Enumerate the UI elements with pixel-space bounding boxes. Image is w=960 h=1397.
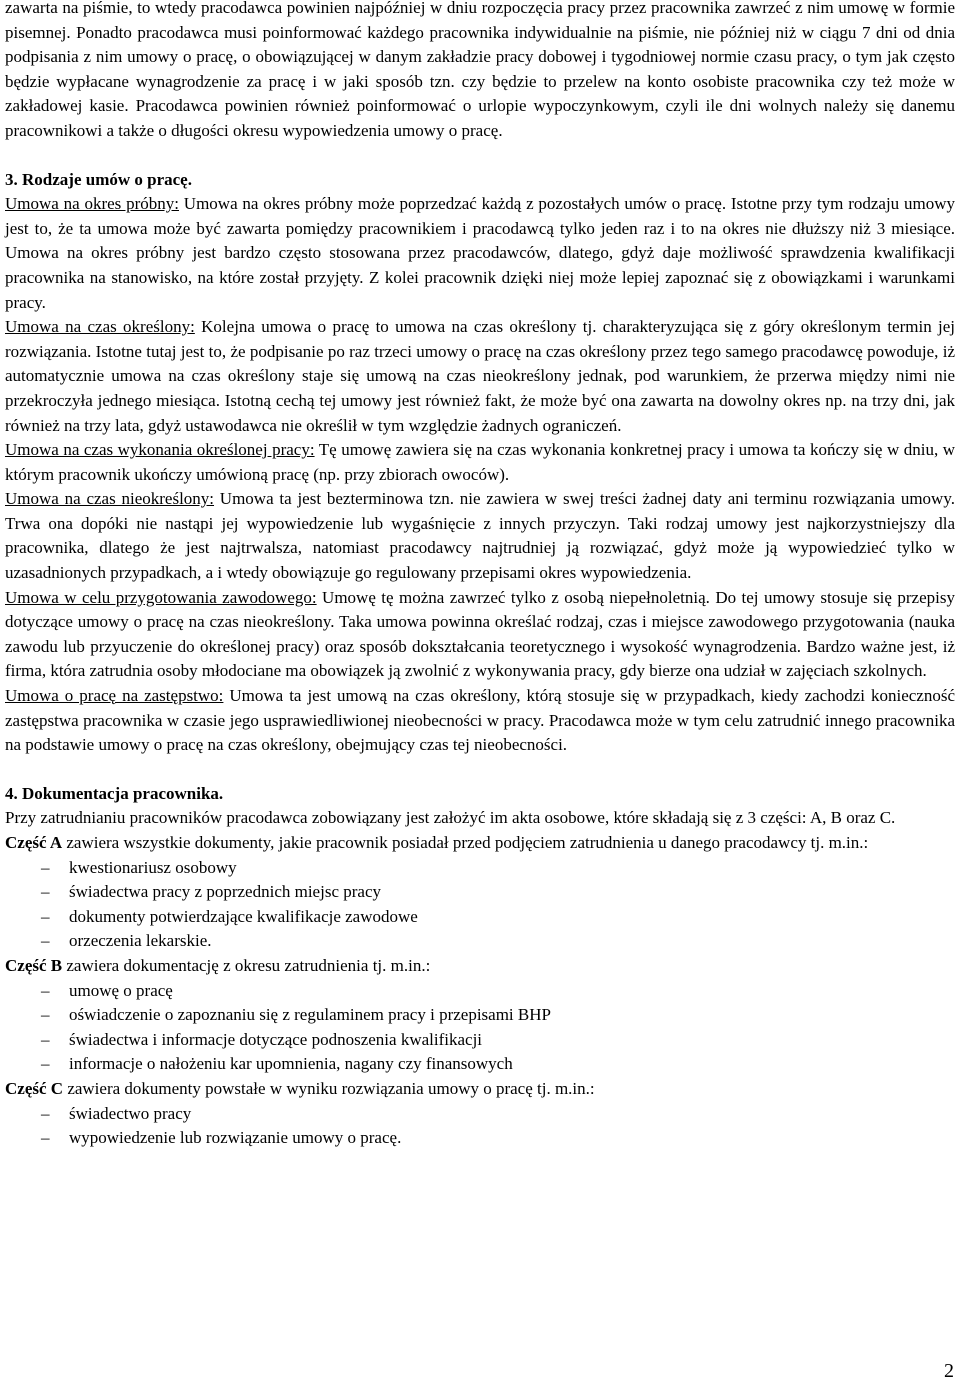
contract-vocational <box>5 586 955 684</box>
list-item: – świadectwa i informacje dotyczące podnoszenia kwalifikacji <box>5 1028 955 1053</box>
part-a-paragraph <box>5 831 955 856</box>
dash-bullet: – <box>41 1005 50 1025</box>
contract-indefinite <box>5 487 955 585</box>
contract-term: Umowa na czas określony: <box>5 317 195 337</box>
list-item: – świadectwa pracy z poprzednich miejsc pracy <box>5 880 955 905</box>
contract-specific-work <box>5 438 955 487</box>
part-b-list <box>5 979 955 1077</box>
part-desc: zawiera wszystkie dokumenty, jakie pracownik posiadał przed podjęciem zatrudnienia u danego pracodawcy tj. m.in.: <box>62 833 869 852</box>
list-item: – informacje o nałożeniu kar upomnienia, nagany czy finansowych <box>5 1052 955 1077</box>
dash-bullet: – <box>41 1128 50 1148</box>
contract-term: Umowa o pracę na zastępstwo: <box>5 686 224 706</box>
contract-term: Umowa w celu przygotowania zawodowego: <box>5 587 317 607</box>
contract-term: Umowa na okres próbny: <box>5 194 179 214</box>
contract-desc: Tę umowę zawiera się na czas wykonania konkretnej pracy i umowa ta kończy się w dniu, w którym pracownik ukończy umówioną pracę (np. przy zbiorach owoców). <box>5 440 956 484</box>
part-c-paragraph <box>5 1077 955 1102</box>
list-item: – kwestionariusz osobowy <box>5 856 955 881</box>
part-c-list <box>5 1102 955 1151</box>
contract-term: Umowa na czas nieokreślony: <box>5 489 215 509</box>
part-desc: zawiera dokumenty powstałe w wyniku rozwiązania umowy o pracę tj. m.in.: <box>63 1078 595 1098</box>
contract-desc: Umowę tę można zawrzeć tylko z osobą niepełnoletnią. Do tej umowy stosuje się przepisy dotyczące umowy o pracę na czas nieokreślony. Taka umowa powinna określać rodzaj, czas i miejsce zawodowego przygotowania (nauka zawodu lub przyuczenie do określonej pracy) oraz sposób dokształcania teoretycznego i wysokość wynagrodzenia. Bardzo ważne jest, iż firma, która zatrudnia osoby młodociane ma obowiązek ją zwolnić z wykonywania pracy, gdy bierze ona udział w zajęciach szkolnych. <box>5 587 955 681</box>
list-item: – wypowiedzenie lub rozwiązanie umowy o pracę. <box>5 1126 955 1151</box>
spacer <box>5 144 955 168</box>
part-b-paragraph <box>5 954 955 979</box>
dash-bullet: – <box>41 1029 50 1049</box>
part-a-list <box>5 856 955 954</box>
contract-probation <box>5 192 955 315</box>
list-item: – dokumenty potwierdzające kwalifikacje zawodowe <box>5 905 955 930</box>
contract-desc: Umowa ta jest bezterminowa tzn. nie zawiera w swej treści żadnej daty ani terminu rozwiązania umowy. Trwa ona dopóki nie nastąpi jej wypowiedzenie lub wygaśnięcie z innych przyczyn. Taki rodzaj umowy jest najkorzystniejszy dla pracownika, dlatego że jest najtrwalsza, natomiast pracodawcy najtrudniej ją rozwiązać, gdyż może ją wypowiedzieć tylko w uzasadnionych przypadkach, a i wtedy obowiązuje go regulowany przepisami okres wypowiedzenia. <box>5 489 955 583</box>
section-4-intro: Przy zatrudnianiu pracowników pracodawca zobowiązany jest założyć im akta osobowe, które składają się z 3 części: A, B oraz C. <box>5 808 896 828</box>
dash-bullet: – <box>41 1103 50 1123</box>
list-item: – świadectwo pracy <box>5 1102 955 1127</box>
document-page <box>5 0 955 1151</box>
spacer <box>5 758 955 782</box>
dash-bullet: – <box>41 906 50 926</box>
dash-bullet: – <box>41 882 50 902</box>
contract-replacement <box>5 684 955 758</box>
list-item: – umowę o pracę <box>5 979 955 1004</box>
part-label: Część C <box>5 1078 64 1098</box>
section-3-heading: 3. Rodzaje umów o pracę. <box>5 169 192 189</box>
section-4-heading: 4. Dokumentacja pracownika. <box>5 783 224 803</box>
contract-term: Umowa na czas wykonania określonej pracy: <box>5 440 315 460</box>
dash-bullet: – <box>41 931 50 951</box>
dash-bullet: – <box>41 857 50 877</box>
intro-paragraph: zawarta na piśmie, to wtedy pracodawca powinien najpóźniej w dniu rozpoczęcia pracy przez pracownika zawrzeć z nim umowę w formie pisemnej. Ponadto pracodawca musi poinformować każdego pracownika indywidualnie na piśmie, nie później niż w ciągu 7 dni od dnia podpisania z nim umowy o pracę, o obowiązującej w danym zakładzie pracy dobowej i tygodniowej normie czasu pracy, o tym jak często będzie wypłacane wynagrodzenie za pracę i w jaki sposób tzn. czy będzie to przelew na konto osobiste pracownika czy też może w zakładowej kasie. Pracodawca powinien również poinformować o urlopie wypoczynkowym, czyli ile dni wolnych należy się danemu pracownikowi a także o długości okresu wypowiedzenia umowy o pracę. <box>5 0 955 140</box>
part-label: Część B <box>5 955 63 975</box>
contract-desc: Kolejna umowa o pracę to umowa na czas określony tj. charakteryzująca się z góry określonym termin jej rozwiązania. Istotne tutaj jest to, że podpisanie po raz trzeci umowy o pracę na czas określony przez tego samego pracodawcę powoduje, iż automatycznie umowa na czas określony staje się umową na czas nieokreślony jednak, pod warunkiem, że przerwa między nimi nie przekroczyła jednego miesiąca. Istotną cechą tej umowy jest również fakt, że może być ona zawarta na dowolny okres np. na trzy dni, jak również na trzy lata, gdyż ustawodawca nie określił w tym względzie żadnych ograniczeń. <box>5 317 956 435</box>
list-item: – oświadczenie o zapoznaniu się z regulaminem pracy i przepisami BHP <box>5 1003 955 1028</box>
part-desc: zawiera dokumentację z okresu zatrudnienia tj. m.in.: <box>62 955 431 975</box>
page-number: 2 <box>944 1360 954 1382</box>
contract-desc: Umowa ta jest umową na czas określony, którą stosuje się w przypadkach, kiedy zachodzi konieczność zastępstwa pracownika w czasie jego usprawiedliwionej nieobecności w pracy. Pracodawca może w tym celu zatrudnić innego pracownika na podstawie umowy o pracę na czas określony, obejmujący czas tej nieobecności. <box>5 686 955 755</box>
list-item: – orzeczenia lekarskie. <box>5 929 955 954</box>
contract-fixed-term <box>5 315 955 438</box>
dash-bullet: – <box>41 980 50 1000</box>
dash-bullet: – <box>41 1054 50 1074</box>
contract-desc: Umowa na okres próbny może poprzedzać każdą z pozostałych umów o pracę. Istotne przy tym rodzaju umowy jest to, że ta umowa może być zawarta pomiędzy pracownikiem i pracodawcą tylko jeden raz i to na okres nie dłuższy niż 3 miesiące. Umowa na okres próbny jest bardzo często stosowana przez pracodawców, dlatego, gdyż daje możliwość sprawdzenia kwalifikacji pracownika na stanowisko, na które został przyjęty. Z kolei pracownik dzięki niej może lepiej zapoznać się z obowiązkami i warunkami pracy. <box>5 194 955 312</box>
part-label: Część A <box>5 833 63 852</box>
